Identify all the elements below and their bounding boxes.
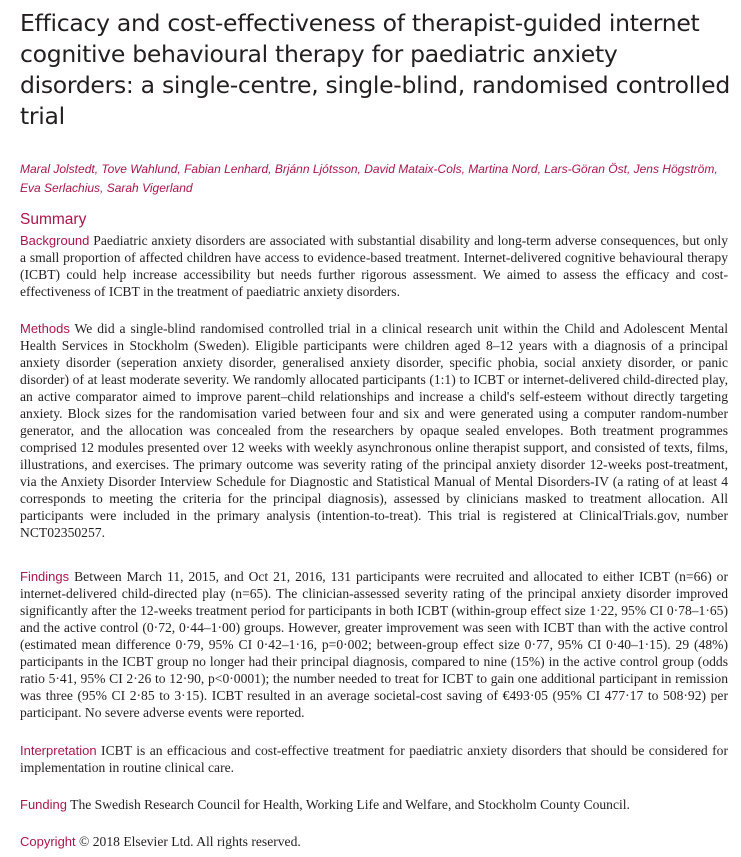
funding-section	[20, 796, 728, 813]
copyright-label: Copyright	[20, 834, 76, 849]
background-text: Paediatric anxiety disorders are associated with substantial disability and long-term adverse consequences, but only a small proportion of affected children have access to evidence-based treatment. Internet-delivered cognitive behavioural therapy (ICBT) could help increase accessibility but needs further rigorous assessment. We aimed to assess the efficacy and cost-effectiveness of ICBT in the treatment of paediatric anxiety disorders.	[20, 233, 728, 299]
interpretation-label: Interpretation	[20, 743, 97, 758]
findings-section	[20, 568, 728, 721]
copyright-text: © 2018 Elsevier Ltd. All rights reserved.	[75, 834, 301, 849]
background-label: Background	[20, 233, 90, 248]
findings-text: Between March 11, 2015, and Oct 21, 2016, 131 participants were recruited and allocated to either ICBT (n=66) or internet-delivered child-directed play (n=65). The clinician-assessed severity rating of the principal anxiety disorder improved significantly after the 12-weeks treatment period for participants in both ICBT (within-group effect size 1·22, 95% CI 0·78–1·65) and the active control (0·72, 0·44–1·00) groups. However, greater improvement was seen with ICBT than with the active control (estimated mean difference 0·79, 95% CI 0·42–1·16, p=0·002; between-group effect size 0·77, 95% CI 0·40–1·15). 29 (48%) participants in the ICBT group no longer had their principal diagnosis, compared to nine (15%) in the active control group (odds ratio 5·41, 95% CI 2·26 to 12·90, p<0·0001); the number needed to treat for ICBT to gain one additional participant in remission was three (95% CI 2·85 to 3·15). ICBT resulted in an average societal-cost saving of €493·05 (95% CI 477·17 to 508·92) per participant. No severe adverse events were reported.	[20, 569, 728, 720]
funding-text: The Swedish Research Council for Health, Working Life and Welfare, and Stockholm County Council.	[66, 797, 630, 812]
findings-label: Findings	[20, 569, 70, 584]
copyright-section	[20, 833, 728, 850]
methods-section	[20, 320, 728, 541]
methods-label: Methods	[20, 321, 70, 336]
methods-text: We did a single-blind randomised controlled trial in a clinical research unit within the Child and Adolescent Mental Health Services in Stockholm (Sweden). Eligible participants were children aged 8–12 years with a diagnosis of a principal anxiety disorder (seperation anxiety disorder, generalised anxiety disorder, specific phobia, social anxiety disorder, or panic disorder) of at least moderate severity. We randomly allocated participants (1:1) to ICBT or internet-delivered child-directed play, an active comparator aimed to improve parent–child relationships and increase a child's self-esteem without directly targeting anxiety. Block sizes for the randomisation varied between four and six and were generated using a computer random-number generator, and the allocation was concealed from the researchers by opaque sealed envelopes. Both treatment programmes comprised 12 modules presented over 12 weeks with weekly asynchronous online therapist support, and consisted of texts, films, illustrations, and exercises. The primary outcome was severity rating of the principal anxiety disorder 12-weeks post-treatment, via the Anxiety Disorder Interview Schedule for Diagnostic and Statistical Manual of Mental Disorders-IV (a rating of at least 4 corresponds to meeting the criteria for the principal diagnosis), assessed by clinicians masked to treatment allocation. All participants were included in the primary analysis (intention-to-treat). This trial is registered at ClinicalTrials.gov, number NCT02350257.	[20, 321, 728, 540]
article-title: Efficacy and cost-effectiveness of therapist-guided internet cognitive behavioural therapy for paediatric anxiety disorders: a single-centre, single-blind, randomised controlled trial	[20, 9, 730, 130]
interpretation-text: ICBT is an efficacious and cost-effective treatment for paediatric anxiety disorders that should be considered for implementation in routine clinical care.	[20, 743, 728, 775]
author-list: Maral Jolstedt, Tove Wahlund, Fabian Lenhard, Brjánn Ljótsson, David Mataix-Cols, Martina Nord, Lars-Göran Öst, Jens Högström, Eva Serlachius, Sarah Vigerland	[20, 162, 718, 195]
background-section	[20, 232, 728, 300]
summary-heading: Summary	[20, 211, 87, 228]
interpretation-section	[20, 742, 728, 776]
funding-label: Funding	[20, 797, 67, 812]
